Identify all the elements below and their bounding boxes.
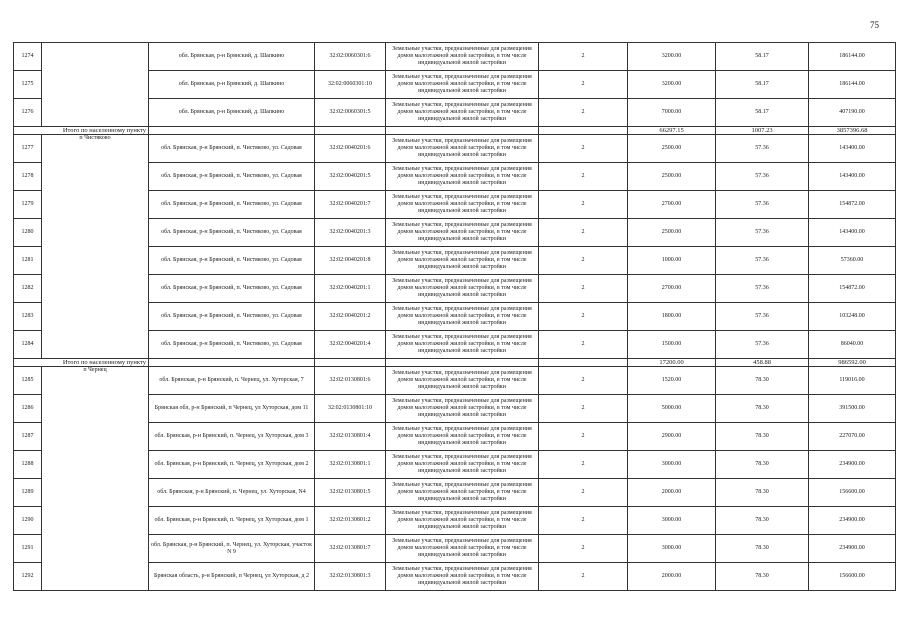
land-use-cell: Земельные участки, предназначенные для размещения домов малоэтажной жилой застройки, в том числе индивидуальной жилой застройки	[386, 275, 539, 303]
land-use-cell: Земельные участки, предназначенные для размещения домов малоэтажной жилой застройки, в том числе индивидуальной жилой застройки	[386, 247, 539, 275]
cadastral-number-cell: 32:02:0060301:5	[315, 99, 386, 127]
row-number-cell: 1290	[14, 507, 42, 535]
row-number-cell: 1287	[14, 423, 42, 451]
rate-cell: 78.30	[716, 507, 809, 535]
cadastral-number-cell: 32:02:0040201:6	[315, 135, 386, 163]
group-cell: 2	[539, 451, 628, 479]
address-cell: обл. Брянская, р-н Брянский, п. Чистяково, ул. Садовая	[149, 275, 315, 303]
row-number-cell: 1277	[14, 135, 42, 163]
rate-cell: 58.17	[716, 71, 809, 99]
address-cell: обл. Брянская, р-н Брянский, п. Чернец, ул Хуторская, дом 3	[149, 423, 315, 451]
area-cell: 2500.00	[628, 163, 716, 191]
cadastral-number-cell: 32:02:0040201:8	[315, 247, 386, 275]
land-use-cell: Земельные участки, предназначенные для размещения домов малоэтажной жилой застройки, в том числе индивидуальной жилой застройки	[386, 99, 539, 127]
rate-cell: 78.30	[716, 563, 809, 591]
value-cell: 143400.00	[809, 219, 896, 247]
empty-cell	[315, 359, 386, 367]
address-cell: Брянская обл, р-н Брянский, п Чернец, ул Хуторская, дом 11	[149, 395, 315, 423]
rate-cell: 78.30	[716, 423, 809, 451]
cadastral-number-cell: 32:02:0130801:7	[315, 535, 386, 563]
total-row	[14, 127, 896, 135]
value-cell: 143400.00	[809, 135, 896, 163]
group-cell: 2	[539, 99, 628, 127]
group-cell: 2	[539, 43, 628, 71]
total-rate-cell: 458.88	[716, 359, 809, 367]
land-use-cell: Земельные участки, предназначенные для размещения домов малоэтажной жилой застройки, в том числе индивидуальной жилой застройки	[386, 423, 539, 451]
rate-cell: 78.30	[716, 395, 809, 423]
address-cell: обл. Брянская, р-н Брянский, п. Чернец, ул. Хуторская, N4	[149, 479, 315, 507]
rate-cell: 57.36	[716, 191, 809, 219]
land-use-cell: Земельные участки, предназначенные для размещения домов малоэтажной жилой застройки, в том числе индивидуальной жилой застройки	[386, 43, 539, 71]
address-cell: обл. Брянская, р-н Брянский, п. Чистяково, ул. Садовая	[149, 135, 315, 163]
land-use-cell: Земельные участки, предназначенные для размещения домов малоэтажной жилой застройки, в том числе индивидуальной жилой застройки	[386, 71, 539, 99]
cadastral-number-cell: 32:02:0130801:1	[315, 451, 386, 479]
group-cell: 2	[539, 135, 628, 163]
group-cell: 2	[539, 219, 628, 247]
rate-cell: 78.30	[716, 451, 809, 479]
rate-cell: 57.36	[716, 247, 809, 275]
rate-cell: 57.36	[716, 163, 809, 191]
group-cell: 2	[539, 507, 628, 535]
group-cell: 2	[539, 367, 628, 395]
address-cell: обл. Брянская, р-н Брянский, п. Чистяково, ул. Садовая	[149, 303, 315, 331]
cadastral-number-cell: 32:02:0060301:10	[315, 71, 386, 99]
value-cell: 119016.00	[809, 367, 896, 395]
locality-cell	[42, 43, 149, 127]
empty-cell	[539, 127, 628, 135]
value-cell: 234900.00	[809, 451, 896, 479]
empty-cell	[539, 359, 628, 367]
land-use-cell: Земельные участки, предназначенные для размещения домов малоэтажной жилой застройки, в том числе индивидуальной жилой застройки	[386, 507, 539, 535]
area-cell: 2500.00	[628, 219, 716, 247]
total-area-cell: 66297.15	[628, 127, 716, 135]
land-use-cell: Земельные участки, предназначенные для размещения домов малоэтажной жилой застройки, в том числе индивидуальной жилой застройки	[386, 331, 539, 359]
land-use-cell: Земельные участки, предназначенные для размещения домов малоэтажной жилой застройки, в том числе индивидуальной жилой застройки	[386, 367, 539, 395]
value-cell: 407190.00	[809, 99, 896, 127]
empty-cell	[149, 359, 315, 367]
address-cell: обл. Брянская, р-н Брянский, п. Чистяково, ул. Садовая	[149, 219, 315, 247]
land-use-cell: Земельные участки, предназначенные для размещения домов малоэтажной жилой застройки, в том числе индивидуальной жилой застройки	[386, 219, 539, 247]
value-cell: 103248.00	[809, 303, 896, 331]
rate-cell: 57.36	[716, 275, 809, 303]
group-cell: 2	[539, 331, 628, 359]
row-number-cell: 1292	[14, 563, 42, 591]
group-cell: 2	[539, 395, 628, 423]
value-cell: 391500.00	[809, 395, 896, 423]
address-cell: обл. Брянская, р-н Брянский, д. Шапкино	[149, 71, 315, 99]
group-cell: 2	[539, 275, 628, 303]
empty-cell	[315, 127, 386, 135]
cadastral-number-cell: 32:02:0060301:6	[315, 43, 386, 71]
group-cell: 2	[539, 563, 628, 591]
row-number-cell: 1289	[14, 479, 42, 507]
row-number-cell: 1279	[14, 191, 42, 219]
area-cell: 1000.00	[628, 247, 716, 275]
address-cell: обл. Брянская, р-н Брянский, п. Чистяково, ул. Садовая	[149, 247, 315, 275]
value-cell: 227070.00	[809, 423, 896, 451]
land-use-cell: Земельные участки, предназначенные для размещения домов малоэтажной жилой застройки, в том числе индивидуальной жилой застройки	[386, 163, 539, 191]
rate-cell: 58.17	[716, 43, 809, 71]
row-number-cell: 1281	[14, 247, 42, 275]
rate-cell: 57.36	[716, 303, 809, 331]
area-cell: 2000.00	[628, 563, 716, 591]
area-cell: 3000.00	[628, 451, 716, 479]
cadastral-number-cell: 32:02:0040201:5	[315, 163, 386, 191]
value-cell: 143400.00	[809, 163, 896, 191]
row-number-cell: 1282	[14, 275, 42, 303]
value-cell: 234900.00	[809, 507, 896, 535]
area-cell: 1800.00	[628, 303, 716, 331]
table-row	[14, 367, 896, 395]
land-use-cell: Земельные участки, предназначенные для размещения домов малоэтажной жилой застройки, в том числе индивидуальной жилой застройки	[386, 535, 539, 563]
address-cell: обл. Брянская, р-н Брянский, п. Чистяково, ул. Садовая	[149, 331, 315, 359]
land-use-cell: Земельные участки, предназначенные для размещения домов малоэтажной жилой застройки, в том числе индивидуальной жилой застройки	[386, 135, 539, 163]
group-cell: 2	[539, 163, 628, 191]
address-cell: обл. Брянская, р-н Брянский, п. Чистяково, ул. Садовая	[149, 191, 315, 219]
total-label-cell: Итого по населенному пункту	[14, 359, 149, 367]
cadastral-number-cell: 32:02:0130801:6	[315, 367, 386, 395]
cadastral-number-cell: 32:02:0130801:10	[315, 395, 386, 423]
row-number-cell: 1291	[14, 535, 42, 563]
cadastral-number-cell: 32:02:0130801:2	[315, 507, 386, 535]
area-cell: 2900.00	[628, 423, 716, 451]
total-label-cell: Итого по населенному пункту	[14, 127, 149, 135]
total-area-cell: 17200.00	[628, 359, 716, 367]
rate-cell: 78.30	[716, 535, 809, 563]
area-cell: 3000.00	[628, 535, 716, 563]
total-row	[14, 359, 896, 367]
rate-cell: 57.36	[716, 135, 809, 163]
value-cell: 156600.00	[809, 479, 896, 507]
row-number-cell: 1274	[14, 43, 42, 71]
row-number-cell: 1288	[14, 451, 42, 479]
cadastral-number-cell: 32:02:0130801:5	[315, 479, 386, 507]
area-cell: 2000.00	[628, 479, 716, 507]
cadastral-number-cell: 32:02:0040201:4	[315, 331, 386, 359]
land-use-cell: Земельные участки, предназначенные для размещения домов малоэтажной жилой застройки, в том числе индивидуальной жилой застройки	[386, 395, 539, 423]
value-cell: 186144.00	[809, 43, 896, 71]
value-cell: 86040.00	[809, 331, 896, 359]
row-number-cell: 1275	[14, 71, 42, 99]
address-cell: обл. Брянская, р-н Брянский, п. Чернец, ул Хуторская, дом 2	[149, 451, 315, 479]
empty-cell	[386, 359, 539, 367]
value-cell: 154872.00	[809, 191, 896, 219]
value-cell: 57360.00	[809, 247, 896, 275]
empty-cell	[386, 127, 539, 135]
address-cell: Брянская область, р-н Брянский, п Чернец, ул Хуторская, д 2	[149, 563, 315, 591]
row-number-cell: 1283	[14, 303, 42, 331]
cadastral-value-table	[13, 42, 896, 591]
area-cell: 2700.00	[628, 191, 716, 219]
table-row	[14, 43, 896, 71]
table-row	[14, 135, 896, 163]
row-number-cell: 1276	[14, 99, 42, 127]
land-use-cell: Земельные участки, предназначенные для размещения домов малоэтажной жилой застройки, в том числе индивидуальной жилой застройки	[386, 451, 539, 479]
area-cell: 2500.00	[628, 135, 716, 163]
area-cell: 1500.00	[628, 331, 716, 359]
land-use-cell: Земельные участки, предназначенные для размещения домов малоэтажной жилой застройки, в том числе индивидуальной жилой застройки	[386, 479, 539, 507]
group-cell: 2	[539, 479, 628, 507]
rate-cell: 57.36	[716, 219, 809, 247]
group-cell: 2	[539, 423, 628, 451]
group-cell: 2	[539, 303, 628, 331]
empty-cell	[149, 127, 315, 135]
cadastral-number-cell: 32:02:0130801:3	[315, 563, 386, 591]
rate-cell: 78.30	[716, 479, 809, 507]
cadastral-number-cell: 32:02:0040201:1	[315, 275, 386, 303]
total-value-cell: 986592.00	[809, 359, 896, 367]
row-number-cell: 1284	[14, 331, 42, 359]
rate-cell: 58.17	[716, 99, 809, 127]
value-cell: 154872.00	[809, 275, 896, 303]
value-cell: 156600.00	[809, 563, 896, 591]
locality-cell: п Чистяково	[42, 135, 149, 359]
address-cell: обл. Брянская, р-н Брянский, п. Чистяково, ул. Садовая	[149, 163, 315, 191]
area-cell: 3200.00	[628, 43, 716, 71]
row-number-cell: 1285	[14, 367, 42, 395]
area-cell: 3200.00	[628, 71, 716, 99]
area-cell: 5000.00	[628, 395, 716, 423]
row-number-cell: 1280	[14, 219, 42, 247]
address-cell: обл. Брянская, р-н Брянский, п. Чернец, ул. Хуторская, участок N 9	[149, 535, 315, 563]
area-cell: 3000.00	[628, 507, 716, 535]
rate-cell: 57.36	[716, 331, 809, 359]
total-rate-cell: 1007.23	[716, 127, 809, 135]
locality-cell: п Чернец	[42, 367, 149, 591]
land-use-cell: Земельные участки, предназначенные для размещения домов малоэтажной жилой застройки, в том числе индивидуальной жилой застройки	[386, 563, 539, 591]
value-cell: 186144.00	[809, 71, 896, 99]
group-cell: 2	[539, 535, 628, 563]
area-cell: 2700.00	[628, 275, 716, 303]
cadastral-number-cell: 32:02:0130801:4	[315, 423, 386, 451]
address-cell: обл. Брянская, р-н Брянский, п. Чернец, ул Хуторская, дом 1	[149, 507, 315, 535]
row-number-cell: 1278	[14, 163, 42, 191]
address-cell: обл. Брянская, р-н Брянский, д. Шапкино	[149, 43, 315, 71]
value-cell: 234900.00	[809, 535, 896, 563]
address-cell: обл. Брянская, р-н Брянский, п. Чернец, ул. Хуторская, 7	[149, 367, 315, 395]
page-number: 75	[870, 20, 879, 30]
address-cell: обл. Брянская, р-н Брянский, д. Шапкино	[149, 99, 315, 127]
cadastral-number-cell: 32:02:0040201:3	[315, 219, 386, 247]
group-cell: 2	[539, 71, 628, 99]
area-cell: 1520.00	[628, 367, 716, 395]
land-use-cell: Земельные участки, предназначенные для размещения домов малоэтажной жилой застройки, в том числе индивидуальной жилой застройки	[386, 191, 539, 219]
group-cell: 2	[539, 191, 628, 219]
cadastral-number-cell: 32:02:0040201:7	[315, 191, 386, 219]
row-number-cell: 1286	[14, 395, 42, 423]
rate-cell: 78.30	[716, 367, 809, 395]
area-cell: 7000.00	[628, 99, 716, 127]
land-use-cell: Земельные участки, предназначенные для размещения домов малоэтажной жилой застройки, в том числе индивидуальной жилой застройки	[386, 303, 539, 331]
group-cell: 2	[539, 247, 628, 275]
cadastral-number-cell: 32:02:0040201:2	[315, 303, 386, 331]
total-value-cell: 3857396.68	[809, 127, 896, 135]
